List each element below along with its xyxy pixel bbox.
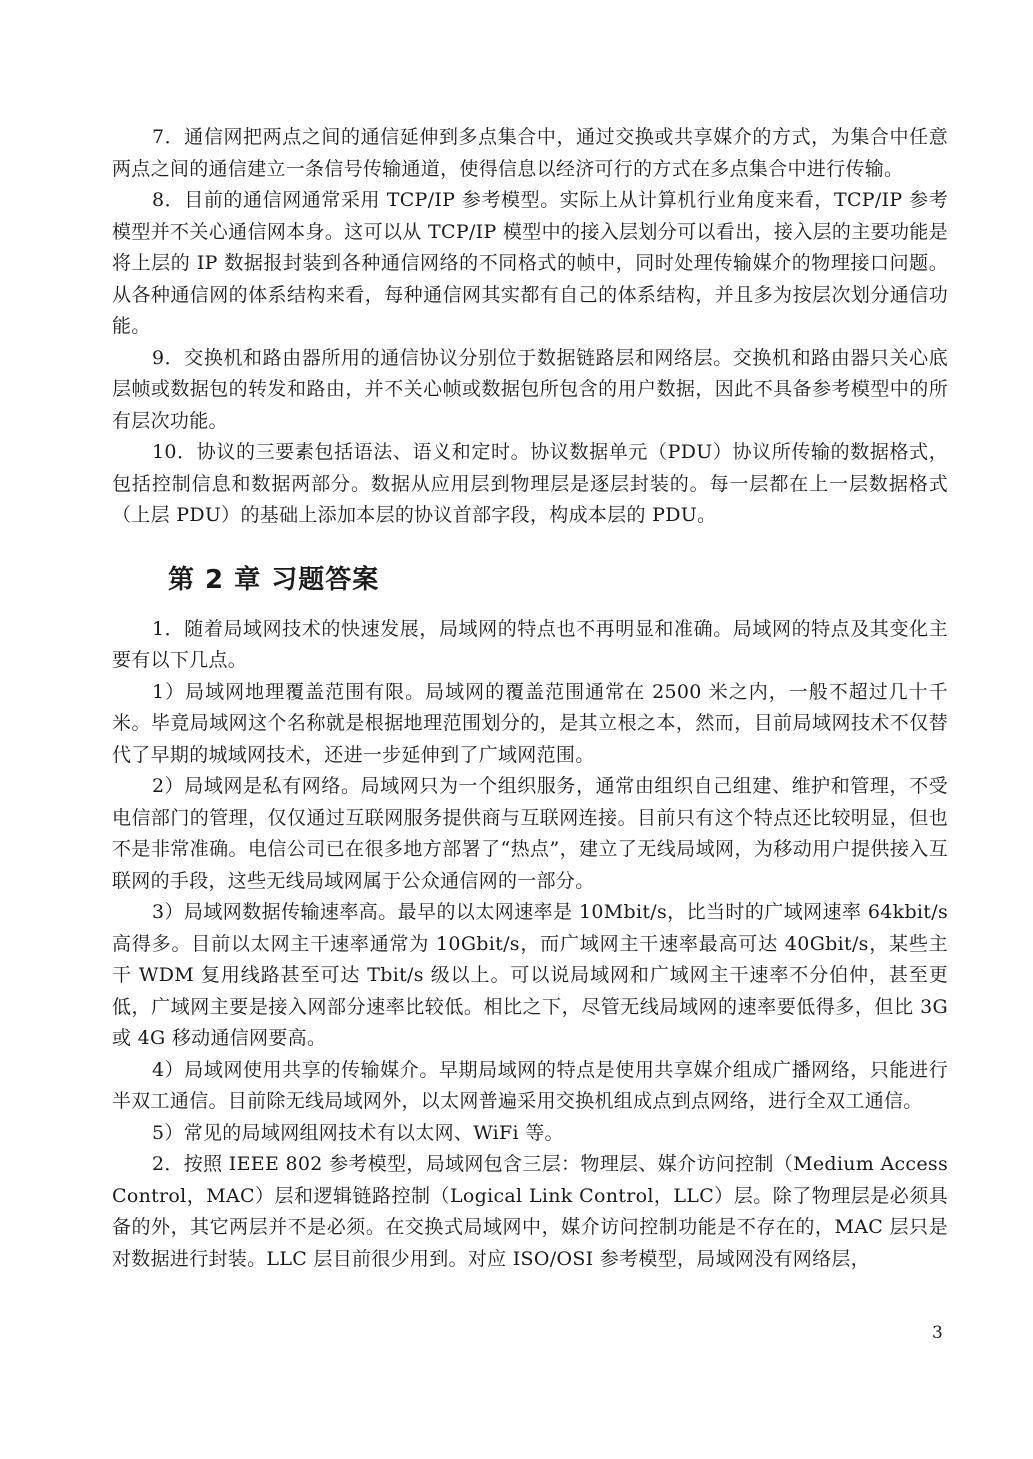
page-content xyxy=(112,122,948,1275)
paragraph-ch2-2: 2．按照 IEEE 802 参考模型，局域网包含三层：物理层、媒介访问控制（Medium Access Control，MAC）层和逻辑链路控制（Logical Link Control，LLC）层。除了物理层是必须具备的外，其它两层并不是必须。在交换式局域网中，媒介访问控制功能是不存在的，MAC 层只是对数据进行封装。LLC 层目前很少用到。对应 ISO/OSI 参考模型，局域网没有网络层， xyxy=(112,1153,948,1270)
paragraph-ch2-1-4: 4）局域网使用共享的传输媒介。早期局域网的特点是使用共享媒介组成广播网络，只能进行半双工通信。目前除无线局域网外，以太网普遍采用交换机组成点到点网络，进行全双工通信。 xyxy=(112,1058,948,1112)
paragraph-ch2-1-3: 3）局域网数据传输速率高。最早的以太网速率是 10Mbit/s，比当时的广域网速率 64kbit/s 高得多。目前以太网主干速率通常为 10Gbit/s，而广域网主干速率最高可达 40Gbit/s，某些主干 WDM 复用线路甚至可达 Tbit/s 级以上。可以说局域网和广域网主干速率不分伯仲，甚至更低，广域网主要是接入网部分速率比较低。相比之下，尽管无线局域网的速率要低得多，但比 3G 或 4G 移动通信网要高。 xyxy=(112,901,948,1049)
chapter-title: 第 2 章 习题答案 xyxy=(168,564,380,595)
paragraph-ch1-8: 8．目前的通信网通常采用 TCP/IP 参考模型。实际上从计算机行业角度来看，TCP/IP 参考模型并不关心通信网本身。这可以从 TCP/IP 模型中的接入层划分可以看出，接入层的主要功能是将上层的 IP 数据报封装到各种通信网络的不同格式的帧中，同时处理传输媒介的物理接口问题。从各种通信网的体系结构来看，每种通信网其实都有自己的体系结构，并且多为按层次划分通信功能。 xyxy=(112,189,948,337)
paragraph-ch2-1-5: 5）常见的局域网组网技术有以太网、WiFi 等。 xyxy=(152,1121,564,1144)
paragraph-ch1-9: 9．交换机和路由器所用的通信协议分别位于数据链路层和网络层。交换机和路由器只关心底层帧或数据包的转发和路由，并不关心帧或数据包所包含的用户数据，因此不具备参考模型中的所有层次功能。 xyxy=(112,346,948,432)
paragraph-ch1-10: 10．协议的三要素包括语法、语义和定时。协议数据单元（PDU）协议所传输的数据格式，包括控制信息和数据两部分。数据从应用层到物理层是逐层封装的。每一层都在上一层数据格式（上层 PDU）的基础上添加本层的协议首部字段，构成本层的 PDU。 xyxy=(112,441,948,526)
paragraph-ch2-1-2: 2）局域网是私有网络。局域网只为一个组织服务，通常由组织自己组建、维护和管理，不受电信部门的管理，仅仅通过互联网服务提供商与互联网连接。目前只有这个特点还比较明显，但也不是非常准确。电信公司已在很多地方部署了“热点”，建立了无线局域网，为移动用户提供接入互联网的手段，这些无线局域网属于公众通信网的一部分。 xyxy=(112,775,948,892)
paragraph-ch1-7: 7．通信网把两点之间的通信延伸到多点集合中，通过交换或共享媒介的方式，为集合中任意两点之间的通信建立一条信号传输通道，使得信息以经济可行的方式在多点集合中进行传输。 xyxy=(112,126,948,180)
paragraph-ch2-1: 1．随着局域网技术的快速发展，局域网的特点也不再明显和准确。局域网的特点及其变化主要有以下几点。 xyxy=(112,617,948,671)
paragraph-ch2-1-1: 1）局域网地理覆盖范围有限。局域网的覆盖范围通常在 2500 米之内，一般不超过几十千米。毕竟局域网这个名称就是根据地理范围划分的，是其立根之本，然而，目前局域网技术不仅替代了早期的城域网技术，还进一步延伸到了广域网范围。 xyxy=(112,680,948,766)
page-number: 3 xyxy=(932,1323,943,1343)
